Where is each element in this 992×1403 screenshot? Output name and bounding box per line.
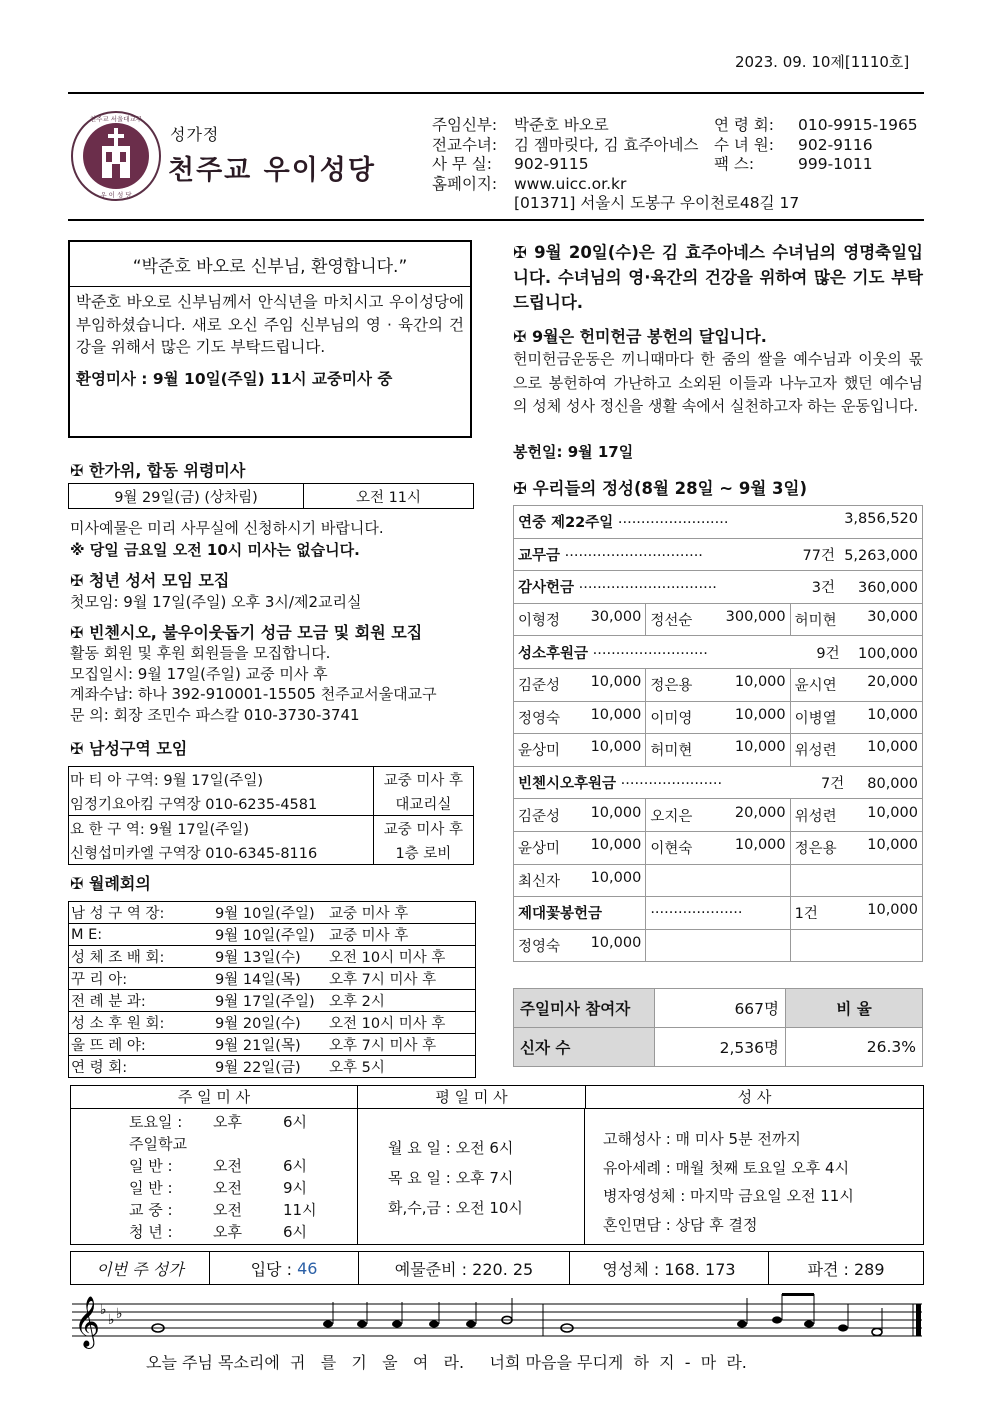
flat-icon: ♭	[116, 1306, 123, 1322]
header-rule	[68, 92, 924, 94]
hymn-title: 이번 주 성가	[71, 1252, 210, 1284]
monthly-heading: ✠ 월례회의	[70, 874, 151, 893]
flat-icon: ♭	[100, 1302, 107, 1318]
hymn-entrance: 입당 : 46	[210, 1252, 359, 1284]
offering-row: 성소후원금 ························· 9건 100,000	[514, 636, 923, 669]
music-staff	[70, 1290, 926, 1352]
parish-name: 천주교 우이성당	[168, 155, 376, 186]
treble-clef-icon: 𝄞	[74, 1296, 101, 1347]
memorial-table: 9월 29일(금) (상차림) 오전 11시	[68, 483, 474, 509]
hymn-bar	[70, 1251, 924, 1285]
mens-heading: ✠ 남성구역 모임	[70, 739, 188, 758]
vincent-heading: ✠ 빈첸시오, 불우이웃돕기 성금 모금 및 회원 모집	[70, 623, 423, 642]
offering-heading: ✠ 우리들의 정성(8월 28일 ~ 9월 3일)	[513, 479, 808, 498]
rice-heading: ✠ 9월은 헌미헌금 봉헌의 달입니다.	[513, 327, 767, 346]
welcome-box	[68, 240, 472, 438]
issue-number: 2023. 09. 10제[1110호]	[735, 53, 910, 71]
offering-table: 연중 제22주일 ························ 3,856,520 교무금 ······························ 77건 5,263,000 감사헌금 ······························ 3건 360,000 이형정 30,000 정선순 300,000 허미현 30,000 성소후원금 ························· 9건 100,000 김준성 10,000 정은용 10,000 윤시연 20,000 정영숙 10,000 이미영 10,000 이병열 10,000 윤상미 10,000 허미현 10,000 위성련 10,000 빈첸시오후원금 ······················ 7건 80,000 김준성 10,000 오지은 20,000 위성련 10,000 윤상미 10,000 이현숙 10,000 정은용 10,000 최신자 10,000 제대꽃봉헌금 ···················· 1건 10,000 정영숙 10,000	[513, 505, 923, 962]
sacrament-list: 고해성사 : 매 미사 5분 전까지 유아세례 : 매월 첫째 토요일 오후 4시 병자영성체 : 마지막 금요일 오전 11시 혼인면담 : 상담 후 결정	[603, 1130, 854, 1234]
feast-notice: ✠ 9월 20일(수)은 김 효주아네스 수녀님의 영명축일입니다. 수녀님의 영·육간의 건강을 위하여 많은 기도 부탁드립니다.	[513, 243, 923, 312]
offering-row: 교무금 ······························ 77건 5,263,000	[514, 538, 923, 571]
rice-body: 헌미헌금운동은 끼니때마다 한 줌의 쌀을 예수님과 이웃의 몫으로 봉헌하여 가난하고 소외된 이들과 나누고자 했던 예수님의 성체 성사 정신을 생활 속에서 실천하고자 하는 운동입니다.	[513, 350, 923, 415]
attendance-table: 주일미사 참여자 667명 비 율 신자 수 2,536명 26.3%	[513, 988, 923, 1067]
youth-text: 첫모임: 9월 17일(주일) 오후 3시/제2교리실	[70, 593, 362, 611]
note	[872, 1328, 882, 1335]
hymn-lyrics: 오늘 주님 목소리에 귀 를 기 울 여 라. 너희 마음을 무디게 하 지 - 마 라.	[146, 1353, 747, 1372]
monthly-table: 남 성 구 역 장: 9월 10일(주일) 교중 미사 후 M E: 9월 10일(주일) 교중 미사 후 성 체 조 배 회: 9월 13일(수) 오전 10시 미사 후 꾸 리 아: 9월 14일(목) 오후 7시 미사 후 전 례 분 과: 9월 17일(주일) 오후 2시 성 소 후 원 회: 9월 20일(수) 오전 10시 미사 후 울 뜨 레 야: 9월 21일(목) 오후 7시 미사 후 연 령 회: 9월 22일(금) 오후 5시	[68, 901, 476, 1078]
offering-row: 감사헌금 ······························ 3건 360,000	[514, 571, 923, 604]
welcome-body: 박준호 바오로 신부님께서 안식년을 마치시고 우이성당에 부임하셨습니다. 새로 오신 주임 신부님의 영 · 육간의 건강을 위해서 많은 기도 부탁드립니다.	[76, 293, 464, 356]
vincent-text: 활동 회원 및 후원 회원들을 모집합니다. 모집일시: 9월 17일(주일) 교중 미사 후 계좌수납: 하나 392-910001-15505 천주교서울대교구 문 의: 회장 조민수 파스칼 010-3730-3741	[70, 644, 437, 724]
mass-schedule: 주 일 미 사 평 일 미 사 성 사 토요일 : 오후 6시 주일학교 일 반 : 오전 6시 일 반 : 오전 9시 교 중 : 오전 11시 청 년 : 오후 6시 월 요 일 : 오전 6시 목 요 일 : 오후 7시 화,수,금 : 오전 10시 고해성사 : 매 미사 5분 전까지 유아세례 : 매월 첫째 토요일 오후 4시 병자영성체 : 마지막 금요일 오전 11시 혼인면담 : 상담 후 결정	[70, 1085, 924, 1245]
parish-subtitle: 성가정	[170, 125, 220, 144]
svg-text:천주교 서울대교구: 천주교 서울대교구	[89, 115, 143, 123]
offering-row: 연중 제22주일 ························ 3,856,520	[514, 506, 923, 539]
rice-date: 봉헌일: 9월 17일	[513, 443, 634, 461]
header-bottom-rule	[68, 219, 924, 221]
hymn-communion: 영성체 : 168. 173	[570, 1252, 769, 1284]
flat-icon: ♭	[108, 1312, 115, 1328]
memorial-heading: ✠ 한가위, 합동 위령미사	[70, 461, 246, 480]
sunday-mass-list: 토요일 : 오후 6시 주일학교 일 반 : 오전 6시 일 반 : 오전 9시 교 중 : 오전 11시 청 년 : 오후 6시	[71, 1109, 358, 1245]
youth-heading: ✠ 청년 성서 모임 모집	[70, 571, 230, 590]
welcome-mass: 환영미사 : 9월 10일(주일) 11시 교중미사 중	[76, 369, 393, 388]
memorial-note-2: ※ 당일 금요일 오전 10시 미사는 없습니다.	[70, 541, 360, 559]
weekday-mass-list: 월 요 일 : 오전 6시 목 요 일 : 오후 7시 화,수,금 : 오전 10시	[358, 1109, 585, 1245]
contact-info: 주임신부: 박준호 바오로 연 령 회: 010-9915-1965 전교수녀: 김 젬마릿다, 김 효주아네스 수 녀 원: 902-9116 사 무 실: 902-9115 팩 스: 999-1011 홈페이지: www.uicc.or.kr [01371] 서울시 도봉구 우이천로48길 17	[432, 116, 918, 213]
hymn-dismissal: 파견 : 289	[807, 1259, 885, 1279]
offering-row: 빈첸시오후원금 ······················ 7건 80,000	[514, 766, 923, 799]
hymn-offertory: 예물준비 : 220. 25	[359, 1252, 570, 1284]
homepage-link[interactable]: www.uicc.or.kr	[514, 174, 627, 193]
svg-text:우 이 성 당: 우 이 성 당	[100, 191, 132, 199]
mens-table: 마 티 아 구역: 9월 17일(주일) 교중 미사 후 임정기요아킴 구역장 010-6235-4581 대교리실 요 한 구 역: 9월 17일(주일) 교중 미사 후 신형섭미카엘 구역장 010-6345-8116 1층 로비	[68, 766, 474, 865]
parish-logo	[70, 110, 162, 202]
memorial-note: 미사예물은 미리 사무실에 신청하시기 바랍니다.	[70, 519, 384, 537]
welcome-title: “박준호 바오로 신부님, 환영합니다.”	[70, 242, 470, 287]
